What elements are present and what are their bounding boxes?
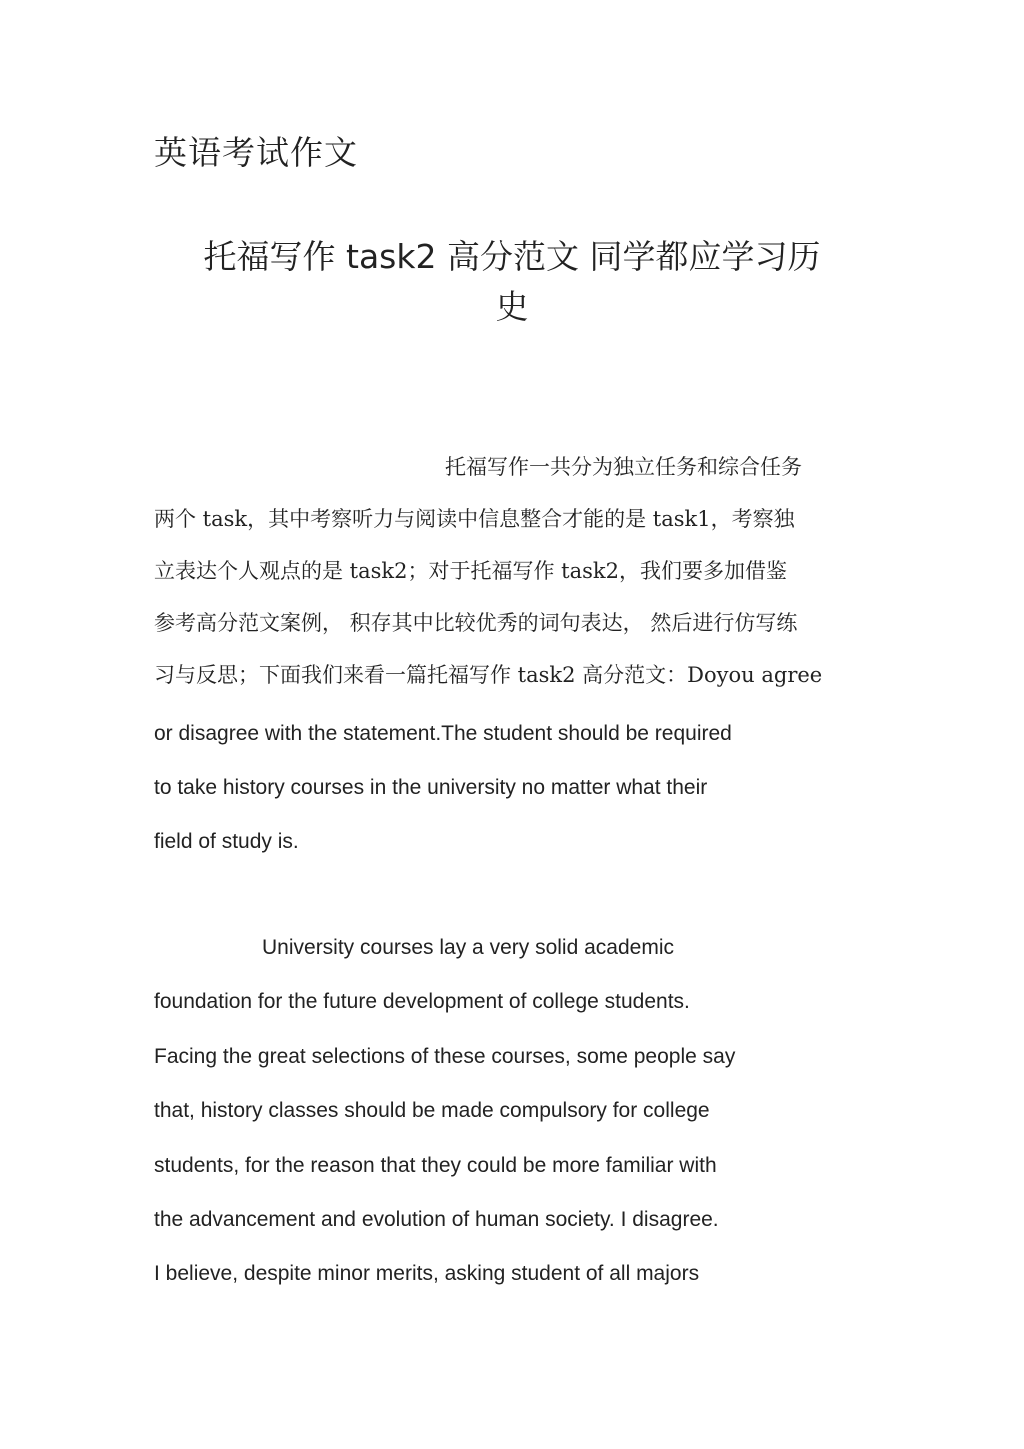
intro-line-5: 习与反思；下面我们来看一篇托福写作 task2 高分范文：Doyou agree [154, 663, 823, 687]
intro-line-2: 两个 task，其中考察听力与阅读中信息整合才能的是 task1，考察独 [154, 507, 795, 531]
essay-line-2: foundation for the future development of college students. [154, 990, 690, 1013]
intro-line-1: 托福写作一共分为独立任务和综合任务 [445, 455, 802, 479]
page-title [150, 232, 874, 332]
essay-line-1: University courses lay a very solid academic [262, 936, 674, 959]
intro-line-6: or disagree with the statement.The student should be required [154, 722, 732, 745]
document-header: 英语考试作文 [154, 133, 358, 172]
essay-line-6: the advancement and evolution of human society. I disagree. [154, 1208, 719, 1231]
page-title-line-2: 史 [495, 287, 529, 326]
page-title-line-1: 托福写作 task2 高分范文 同学都应学习历 [203, 237, 821, 276]
intro-line-7: to take history courses in the university no matter what their [154, 776, 708, 799]
essay-line-7: I believe, despite minor merits, asking student of all majors [154, 1262, 700, 1285]
essay-line-4: that, history classes should be made compulsory for college [154, 1099, 710, 1122]
essay-line-5: students, for the reason that they could be more familiar with [154, 1154, 717, 1177]
intro-line-3: 立表达个人观点的是 task2；对于托福写作 task2，我们要多加借鉴 [154, 559, 787, 583]
intro-line-4: 参考高分范文案例， 积存其中比较优秀的词句表达， 然后进行仿写练 [154, 611, 798, 635]
intro-line-8: field of study is. [154, 830, 299, 853]
essay-line-3: Facing the great selections of these courses, some people say [154, 1045, 736, 1068]
